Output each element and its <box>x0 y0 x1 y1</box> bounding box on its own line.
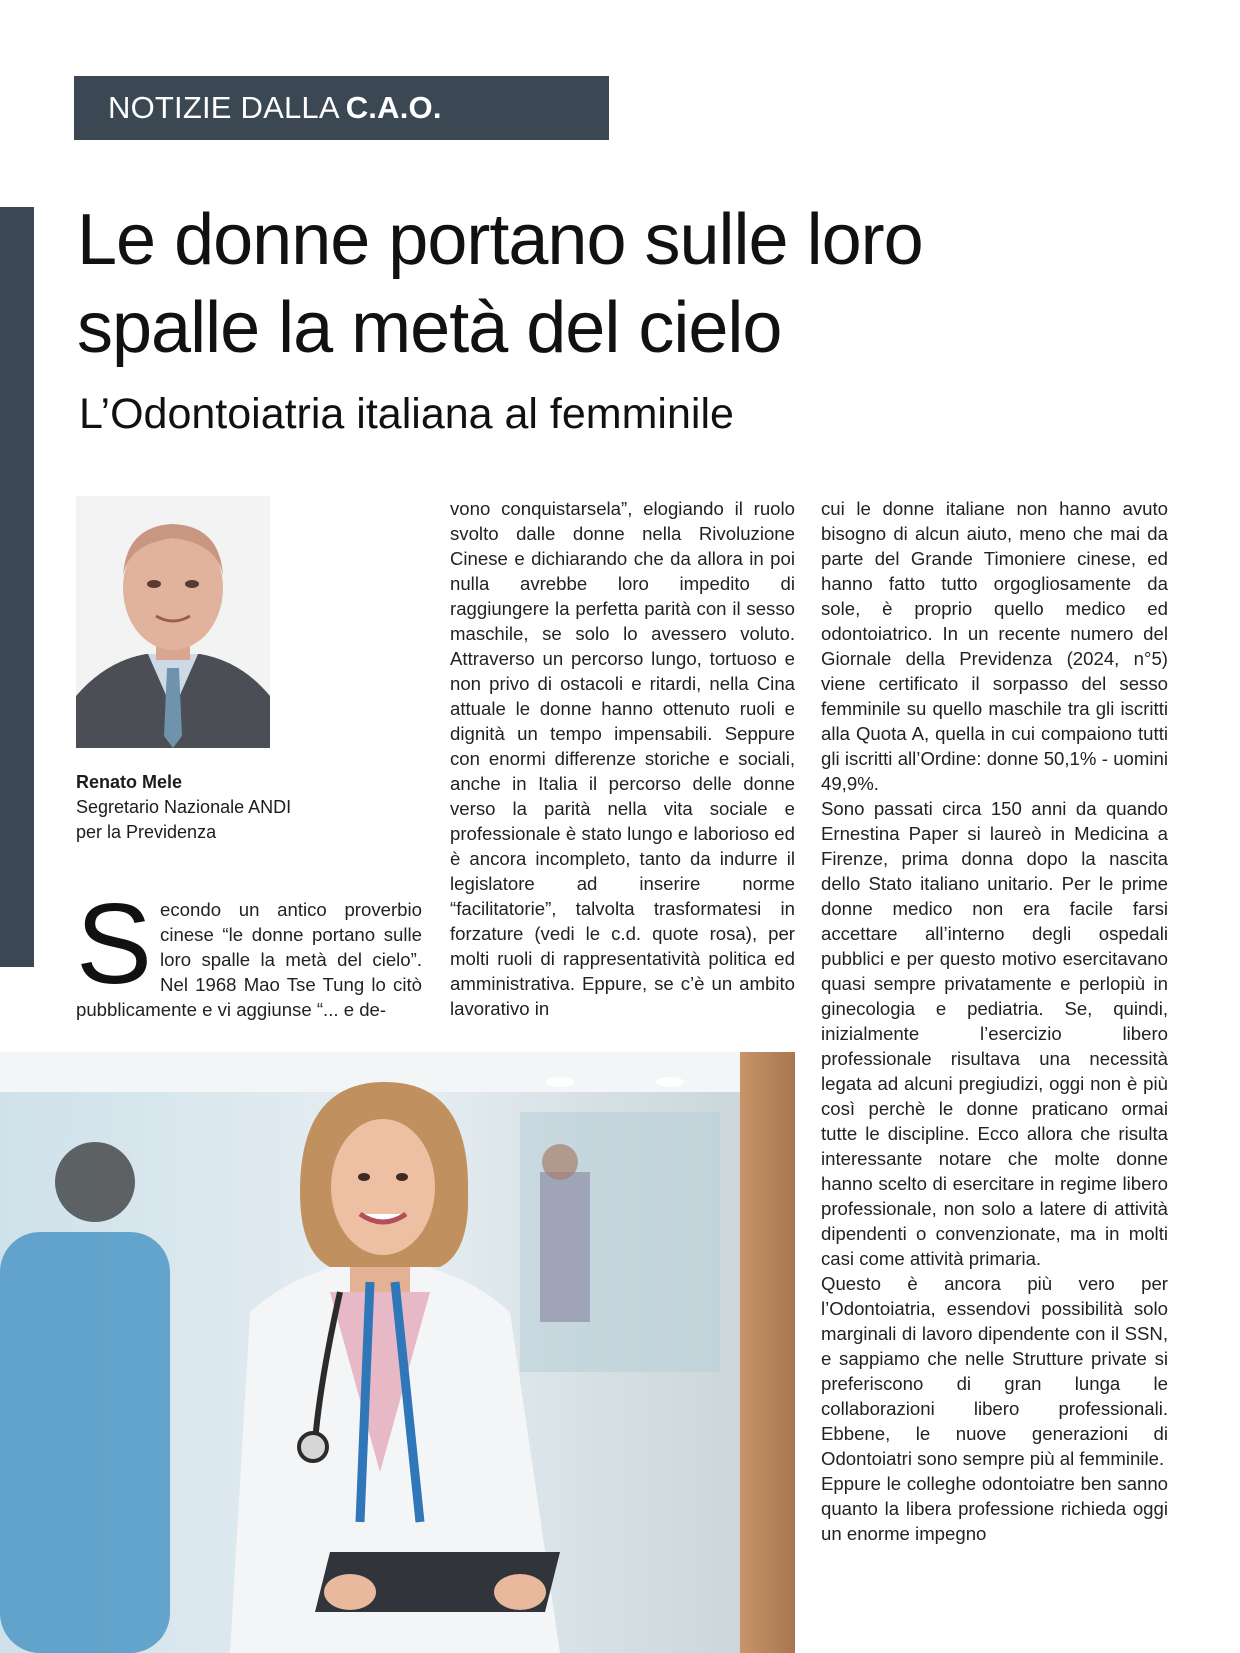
author-portrait-graphic <box>76 496 270 748</box>
author-role-line-2: per la Previdenza <box>76 822 217 842</box>
body-col1-paragraph: econdo un antico proverbio cinese “le donne portano sulle loro spalle la metà del cielo”. Nel 1968 Mao Tse Tung lo citò pubblicamente e vi aggiunse “... e de- <box>76 899 422 1020</box>
body-col3-paragraph-2: Sono passati circa 150 anni da quando Ernestina Paper si laureò in Medicina a Firenze, prima donna dopo la nascita dello Stato italiano unitario. Per le prime donne medico non era facile farsi accettare all’interno degli ospedali pubblici e per questo motivo esercitavano quasi sempre privatamente e perlopiù in ginecologia e pediatria. Se, quindi, inizialmente l’esercizio libero professionale risultava una necessità legata ad alcuni pregiudizi, oggi non è più così perchè le donne praticano ormai tutte le discipline. Ecco allora che risulta interessante notare che molte donne hanno scelto di esercitare in regime libero professionale, non solo a latere di attività dipendenti o convenzionate, ma in molti casi come attività primaria. <box>821 798 1168 1269</box>
section-header <box>74 76 609 140</box>
author-role-line-1: Segretario Nazionale ANDI <box>76 797 292 817</box>
article-subtitle: L’Odontoiatria italiana al femminile <box>79 390 734 438</box>
title-line-1: Le donne portano sulle loro <box>77 200 923 280</box>
article-title <box>77 196 1177 372</box>
author-name: Renato Mele <box>76 772 183 792</box>
body-column-1 <box>76 881 422 1022</box>
author-portrait <box>76 496 270 748</box>
body-col3-paragraph-1: cui le donne italiane non hanno avuto bisogno di alcun aiuto, meno che mai da parte del Grande Timoniere cinese, ed hanno fatto tutto orgogliosamente da sole, è proprio quello medico ed odontoiatrico. In un recente numero del Giornale della Previdenza (2024, n°5) viene certificato il sorpasso del sesso femminile su quello maschile tra gli iscritti alla Quota A, quella in cui compaiono tutti gli iscritti all’Ordine: donne 50,1% - uomini 49,9%. <box>821 498 1168 794</box>
section-bold: C.A.O. <box>345 90 442 125</box>
drop-cap: S <box>76 881 153 1008</box>
body-col3-paragraph-4: Eppure le colleghe odontoiatre ben sanno quanto la libera professione richieda oggi un enorme impegno <box>821 1473 1168 1544</box>
doctor-photo-graphic <box>0 1052 795 1653</box>
side-accent-bar <box>0 207 34 967</box>
body-column-2 <box>450 496 795 1021</box>
section-prefix: NOTIZIE DALLA <box>108 90 340 125</box>
body-col2-paragraph: vono conquistarsela”, elogiando il ruolo svolto dalle donne nella Rivoluzione Cinese e dichiarando che da allora in poi nulla avrebbe loro impedito di raggiungere la perfetta parità con il sesso maschile, se solo lo avessero voluto. Attraverso un percorso lungo, tortuoso e non privo di ostacoli e ritardi, nella Cina attuale le donne hanno ottenuto ruoli e dignità un tempo impensabili. Seppure con enormi differenze storiche e sociali, anche in Italia il percorso delle donne verso la parità nella vita sociale e professionale è stato lungo e laborioso ed è ancora incompleto, tanto da indurre il legislatore ad inserire norme “facilitatorie”, talvolta trasformatesi in forzature (vedi le c.d. quote rosa), per molti ruoli di rappresentatività politica ed amministrativa. Eppure, se c’è un ambito lavorativo in <box>450 498 795 1019</box>
body-column-3 <box>821 496 1168 1546</box>
body-col3-paragraph-3: Questo è ancora più vero per l’Odontoiatria, essendovi possibilità solo marginali di lavoro dipendente con il SSN, e sappiamo che nelle Strutture private si preferiscono di gran lunga le collaborazioni libero professionali. Ebbene, le nuove generazioni di Odontoiatri sono sempre più al femminile. <box>821 1273 1168 1469</box>
author-box <box>76 770 376 845</box>
title-line-2: spalle la metà del cielo <box>77 288 782 368</box>
doctor-photo <box>0 1052 795 1653</box>
